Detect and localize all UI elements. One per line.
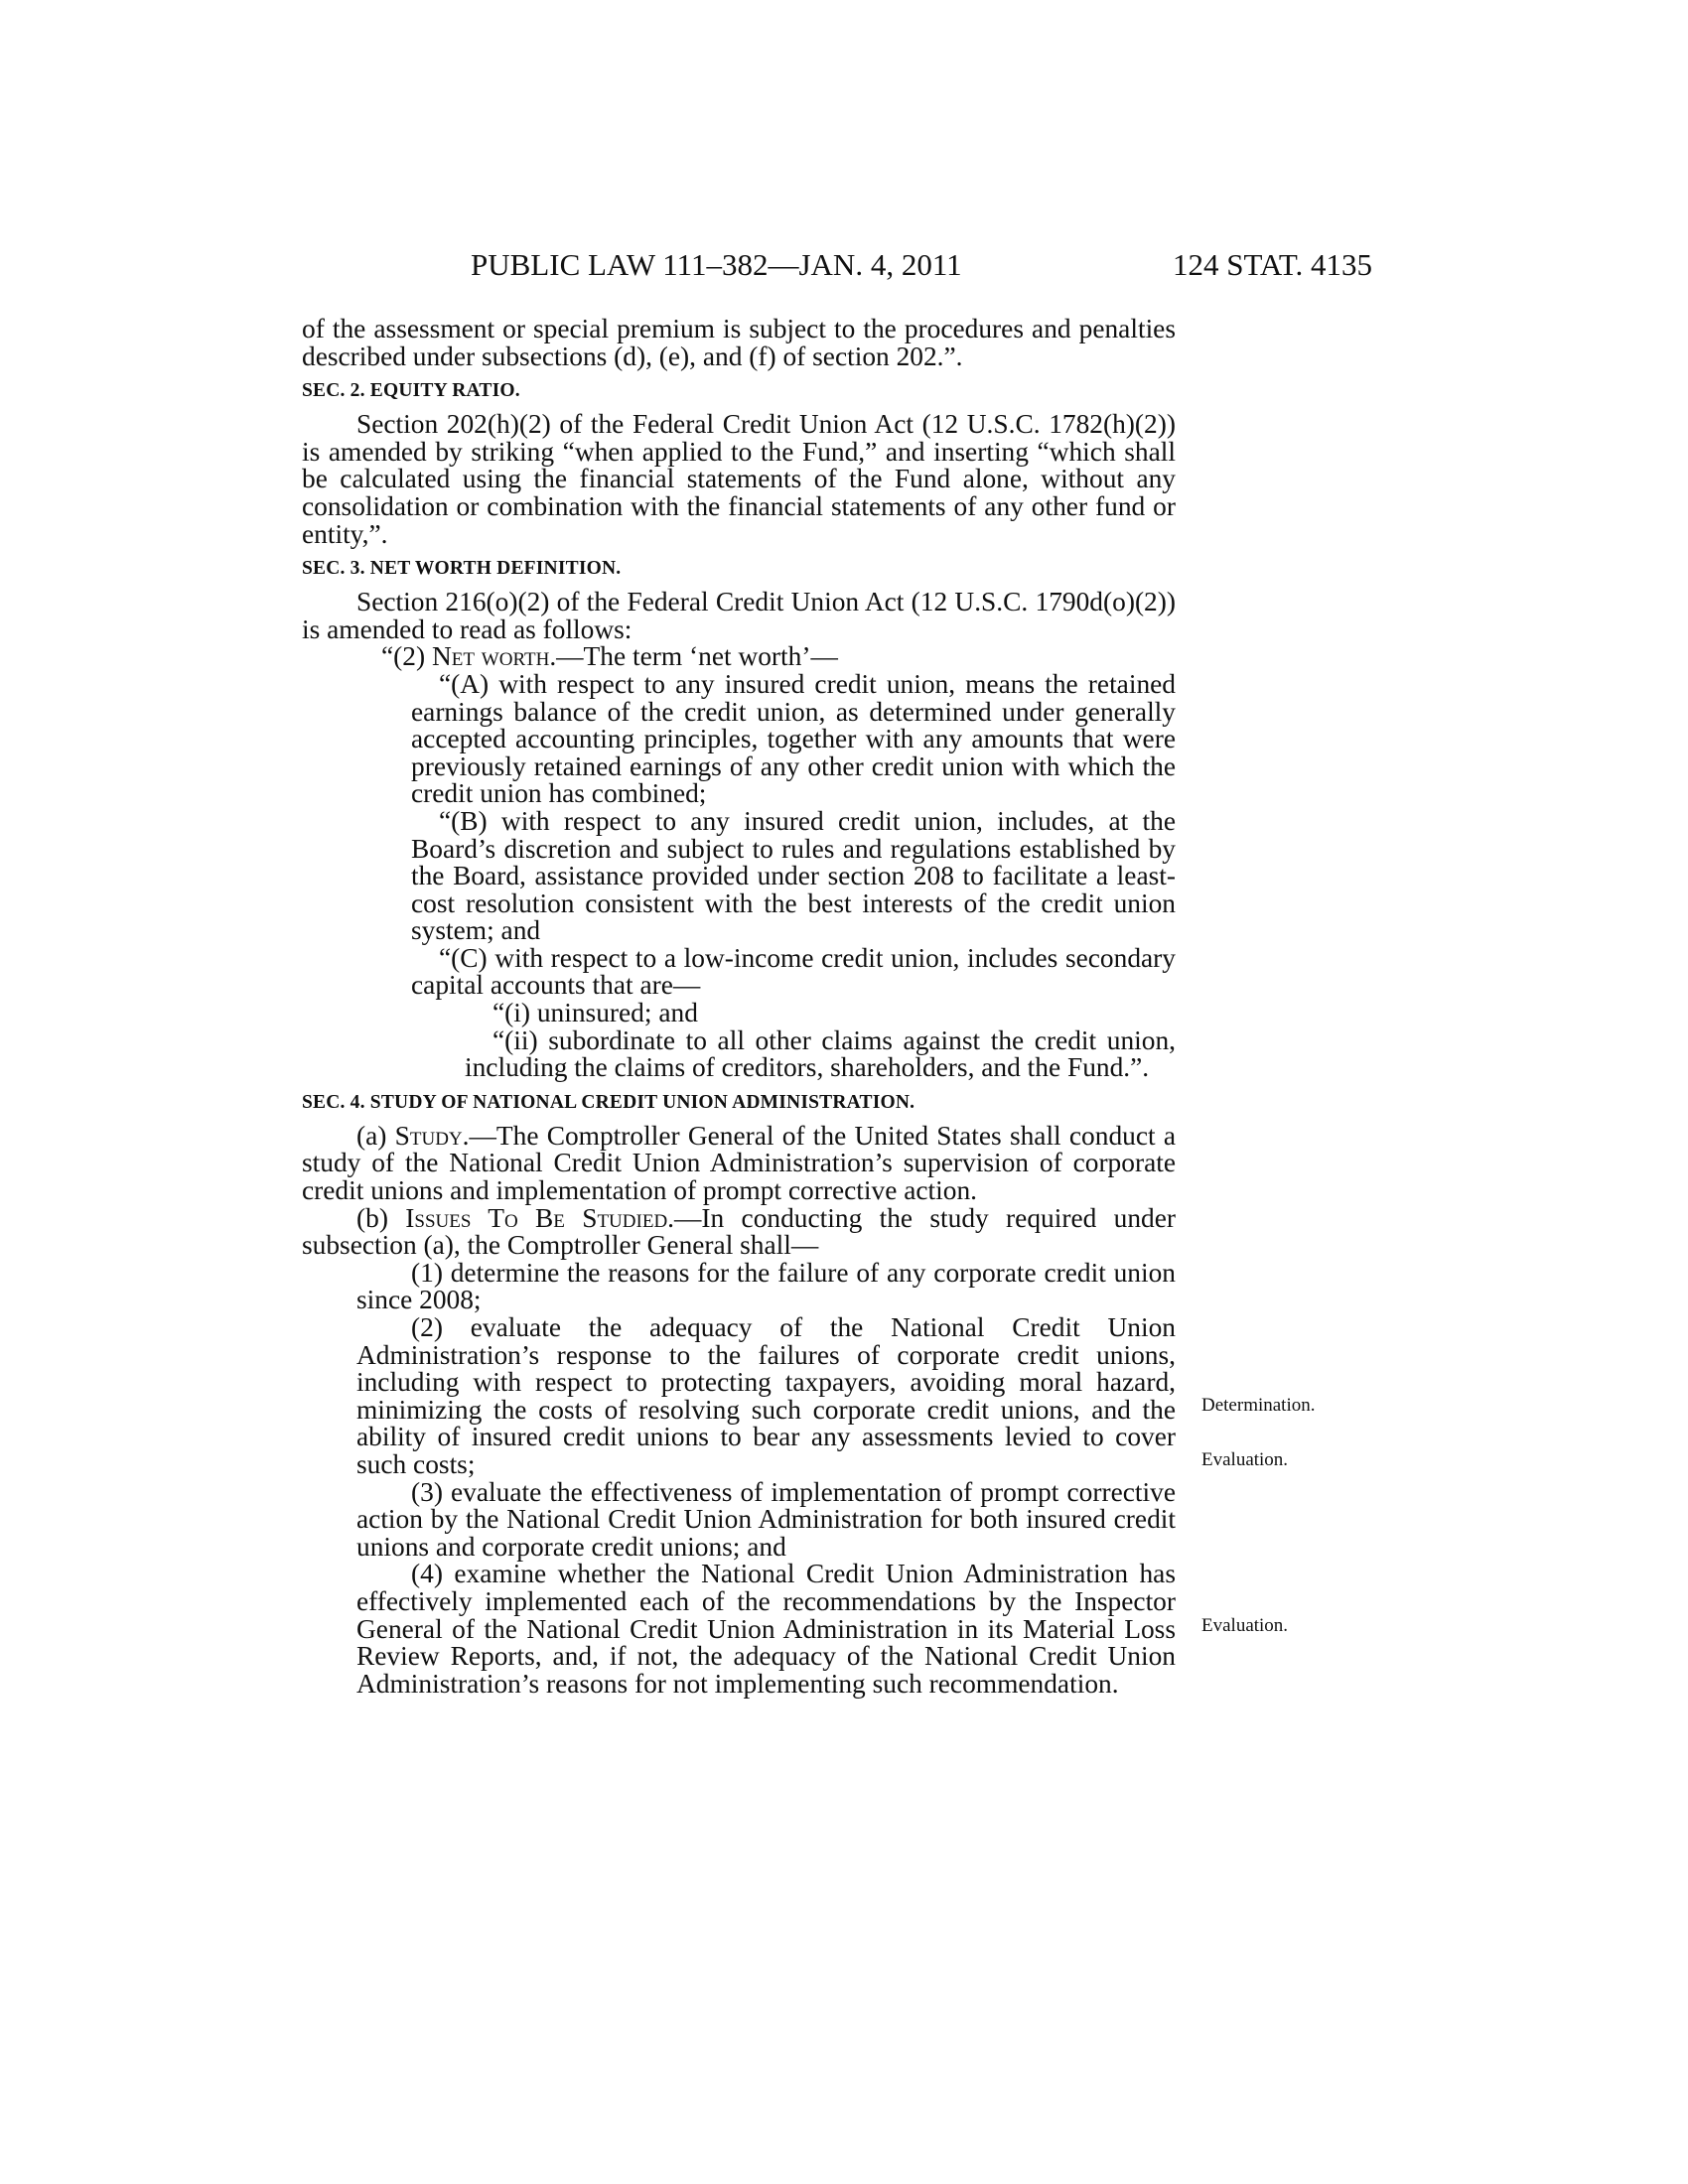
section-2-heading: SEC. 2. EQUITY RATIO. <box>302 380 520 402</box>
net-worth-term: Net worth <box>431 641 550 672</box>
margin-note-determination: Determination. <box>1201 1395 1316 1416</box>
section-3-heading: SEC. 3. NET WORTH DEFINITION. <box>302 558 622 580</box>
margin-note-evaluation-1: Evaluation. <box>1201 1449 1289 1470</box>
margin-note-evaluation-2: Evaluation. <box>1201 1615 1289 1636</box>
law-text <box>302 316 1176 1698</box>
paragraph-2: (2) evaluate the adequacy of the National Credit Union Administration’s response to the failures of corporate credit unions, including with respect to protecting taxpayers, avoiding moral hazard, minimizing the costs of resolving such corporate credit unions, and the ability of insured credit unions to bear any assessments levied to cover such costs; <box>356 1312 1176 1479</box>
subsection-a-heading: Study <box>394 1120 463 1151</box>
subsection-a <box>302 1120 1177 1206</box>
section-4-heading: SEC. 4. STUDY OF NATIONAL CREDIT UNION ADMINISTRATION. <box>302 1091 915 1113</box>
subsection-b-heading: Issues To Be Studied <box>405 1202 668 1233</box>
section-3-text: Section 216(o)(2) of the Federal Credit Union Act (12 U.S.C. 1790d(o)(2)) is amended to read as follows: <box>302 587 1176 644</box>
subsection-b <box>302 1202 1176 1261</box>
subsection-b-text: .—In conducting the study required under subsection (a), the Comptroller General shall— <box>302 1202 1176 1261</box>
net-worth-suffix: .—The term ‘net worth’— <box>549 641 838 672</box>
stat-page-number: 124 STAT. 4135 <box>1172 247 1372 282</box>
net-worth-clause-c-ii: “(ii) subordinate to all other claims against the credit union, including the claims of creditors, shareholders, and the Fund.”. <box>465 1024 1176 1083</box>
net-worth-definition-lead <box>302 643 1176 671</box>
subsection-a-prefix: (a) <box>356 1120 395 1151</box>
running-title: PUBLIC LAW 111–382—JAN. 4, 2011 <box>471 247 962 282</box>
net-worth-prefix: “(2) <box>381 641 432 672</box>
net-worth-clause-b: “(B) with respect to any insured credit union, includes, at the Board’s discretion and subject to rules and regulations established by the Board, assistance provided under section 208 to facilitate a least-cost resolution consistent with the best interests of the credit union system; and <box>411 805 1176 946</box>
subsection-b-prefix: (b) <box>356 1202 406 1233</box>
net-worth-clause-c: “(C) with respect to a low-income credit union, includes secondary capital accounts that are— <box>411 942 1176 1001</box>
net-worth-clause-a: “(A) with respect to any insured credit union, means the retained earnings balance of the credit union, as determined under generally accepted accounting principles, together with any amounts that were previously retained earnings of any other credit union with which the credit union has combined; <box>411 668 1176 809</box>
paragraph-4: (4) examine whether the National Credit Union Administration has effectively implemented each of the recommendations by the Inspector General of the National Credit Union Administration in its Material Loss Review Reports, and, if not, the adequacy of the National Credit Union Administration’s reasons for not implementing such recommendation. <box>356 1559 1176 1699</box>
net-worth-clause-c-i: “(i) uninsured; and <box>492 998 698 1028</box>
paragraph-3: (3) evaluate the effectiveness of implementation of prompt corrective action by the National Credit Union Administration for both insured credit unions and corporate credit unions; and <box>356 1476 1176 1562</box>
paragraph-1: (1) determine the reasons for the failure of any corporate credit union since 2008; <box>356 1257 1176 1315</box>
continuation-paragraph: of the assessment or special premium is subject to the procedures and penalties described under subsections (d), (e), and (f) of section 202.”. <box>302 314 1176 371</box>
subsection-a-text: .—The Comptroller General of the United States shall conduct a study of the National Credit Union Administration’s supervision of corporate credit unions and implementation of prompt corrective action. <box>302 1120 1177 1206</box>
section-2-text: Section 202(h)(2) of the Federal Credit Union Act (12 U.S.C. 1782(h)(2)) is amended by striking “when applied to the Fund,” and inserting “which shall be calculated using the financial statements of the Fund alone, without any consolidation or combination with the financial statements of any other fund or entity,”. <box>302 409 1176 549</box>
